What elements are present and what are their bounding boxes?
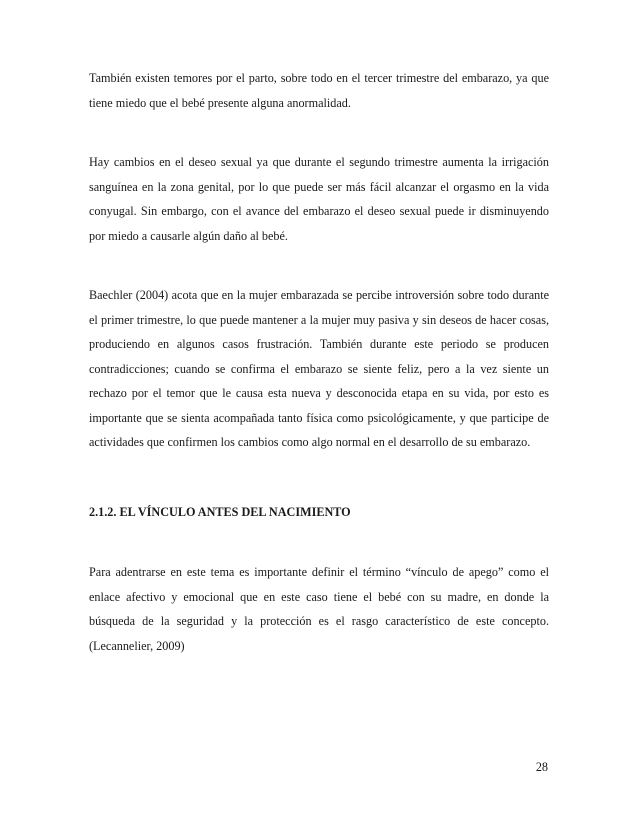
page-number: 28 [535,760,548,774]
paragraph-birth-fears: También existen temores por el parto, sobre todo en el tercer trimestre del embarazo, ya que tiene miedo que el bebé presente alguna anormalidad. [89,71,549,110]
section-heading: 2.1.2. EL VÍNCULO ANTES DEL NACIMIENTO [89,505,351,519]
paragraph-baechler: Baechler (2004) acota que en la mujer embarazada se percibe introversión sobre todo durante el primer trimestre, lo que puede mantener a la mujer muy pasiva y sin deseos de hacer cosas, produciendo en algunos casos frustración. También durante este periodo se producen contradicciones; cuando se confirma el embarazo se siente feliz, pero a la vez siente un rechazo por el temor que le causa esta nueva y desconocida etapa en su vida, por esto es importante que se sienta acompañada tanto física como psicológicamente, y que participe de actividades que confirmen los cambios como algo normal en el desarrollo de su embarazo. [89,288,549,449]
paragraph-sexual-desire: Hay cambios en el deseo sexual ya que durante el segundo trimestre aumenta la irrigación sanguínea en la zona genital, por lo que puede ser más fácil alcanzar el orgasmo en la vida conyugal. Sin embargo, con el avance del embarazo el deseo sexual puede ir disminuyendo por miedo a causarle algún daño al bebé. [89,155,549,243]
paragraph-attachment-bond: Para adentrarse en este tema es importante definir el término “vínculo de apego” como el enlace afectivo y emocional que en este caso tiene el bebé con su madre, en donde la búsqueda de la seguridad y la protección es el rasgo característico de este concepto. (Lecannelier, 2009) [89,565,549,653]
